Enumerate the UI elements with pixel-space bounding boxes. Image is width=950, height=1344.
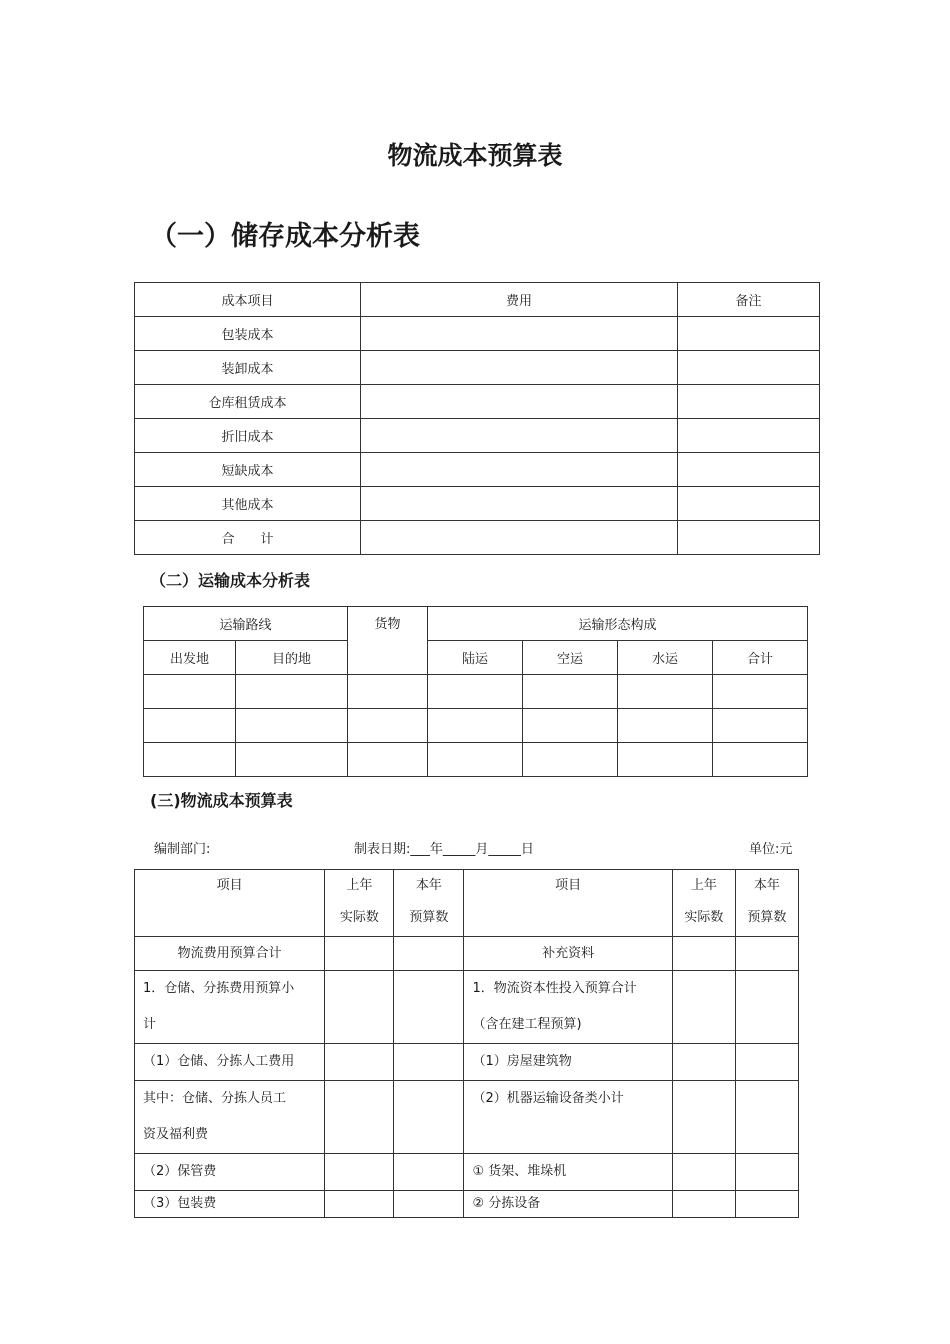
row-label: （3）包装费	[135, 1191, 325, 1218]
expense-cell[interactable]	[361, 317, 678, 351]
table-row	[135, 1044, 799, 1081]
unit-label: 单位:元	[749, 842, 793, 857]
row-label: 其中：仓储、分拣人员工 资及福利费	[135, 1081, 325, 1154]
row-label: （1）仓储、分拣人工费用	[135, 1044, 325, 1081]
expense-cell[interactable]	[361, 419, 678, 453]
table-row	[135, 317, 820, 351]
remark-cell[interactable]	[678, 351, 820, 385]
header-origin: 出发地	[144, 641, 236, 675]
table-header-row	[144, 607, 808, 641]
row-label: 物流费用预算合计	[135, 937, 325, 971]
table-row	[135, 419, 820, 453]
row-label: （1）房屋建筑物	[464, 1044, 672, 1081]
expense-cell[interactable]	[361, 521, 678, 555]
table-row	[135, 351, 820, 385]
row-label: 其他成本	[135, 487, 361, 521]
header-water: 水运	[618, 641, 713, 675]
section1-heading: （一）储存成本分析表	[150, 221, 420, 252]
row-label: 1．物流资本性投入预算合计 （含在建工程预算)	[464, 971, 672, 1044]
remark-cell[interactable]	[678, 487, 820, 521]
row-label: ② 分拣设备	[464, 1191, 672, 1218]
row-label: 装卸成本	[135, 351, 361, 385]
header-destination: 目的地	[236, 641, 348, 675]
table-row	[135, 1191, 799, 1218]
row-label: ① 货架、堆垛机	[464, 1154, 672, 1191]
date-label: 制表日期:___年_____月_____日	[354, 842, 534, 857]
row-label: 1．仓储、分拣费用预算小 计	[135, 971, 325, 1044]
table-row	[135, 385, 820, 419]
remark-cell[interactable]	[678, 385, 820, 419]
table-header-row	[144, 641, 808, 675]
header-cost-item: 成本项目	[135, 283, 361, 317]
header-item: 项目	[464, 870, 672, 937]
expense-cell[interactable]	[361, 351, 678, 385]
remark-cell[interactable]	[678, 317, 820, 351]
table-row	[144, 743, 808, 777]
row-label: 包装成本	[135, 317, 361, 351]
row-label: 合 计	[135, 521, 361, 555]
table-row	[135, 1081, 799, 1154]
header-land: 陆运	[428, 641, 523, 675]
remark-cell[interactable]	[678, 453, 820, 487]
dept-label: 编制部门:	[154, 842, 211, 857]
transport-cost-table	[143, 606, 808, 777]
table-row	[135, 971, 799, 1044]
table-row	[135, 487, 820, 521]
row-label: 短缺成本	[135, 453, 361, 487]
row-label: （2）机器运输设备类小计	[464, 1081, 672, 1154]
header-expense: 费用	[361, 283, 678, 317]
remark-cell[interactable]	[678, 521, 820, 555]
section3-heading: (三)物流成本预算表	[150, 791, 293, 810]
row-label: 仓库租赁成本	[135, 385, 361, 419]
expense-cell[interactable]	[361, 385, 678, 419]
table-row	[135, 453, 820, 487]
document-title: 物流成本预算表	[387, 141, 563, 170]
section2-heading: （二）运输成本分析表	[150, 571, 311, 590]
header-total: 合计	[713, 641, 808, 675]
table-header-row	[135, 283, 820, 317]
header-last-year: 上年 实际数	[672, 870, 735, 937]
row-label: 补充资料	[464, 937, 672, 971]
row-label: （2）保管费	[135, 1154, 325, 1191]
header-remark: 备注	[678, 283, 820, 317]
table-header-row	[135, 870, 799, 937]
header-air: 空运	[523, 641, 618, 675]
header-this-year: 本年 预算数	[735, 870, 798, 937]
header-item: 项目	[135, 870, 325, 937]
expense-cell[interactable]	[361, 487, 678, 521]
table-row	[144, 709, 808, 743]
expense-cell[interactable]	[361, 453, 678, 487]
remark-cell[interactable]	[678, 419, 820, 453]
table-row	[135, 521, 820, 555]
table-row	[144, 675, 808, 709]
table-row	[135, 1154, 799, 1191]
row-label: 折旧成本	[135, 419, 361, 453]
header-this-year: 本年 预算数	[394, 870, 464, 937]
storage-cost-table	[134, 282, 820, 555]
header-route: 运输路线	[144, 607, 348, 641]
header-last-year: 上年 实际数	[325, 870, 394, 937]
header-goods: 货物	[348, 607, 428, 675]
table-row	[135, 937, 799, 971]
logistics-budget-table	[134, 869, 799, 1218]
header-mode: 运输形态构成	[428, 607, 808, 641]
